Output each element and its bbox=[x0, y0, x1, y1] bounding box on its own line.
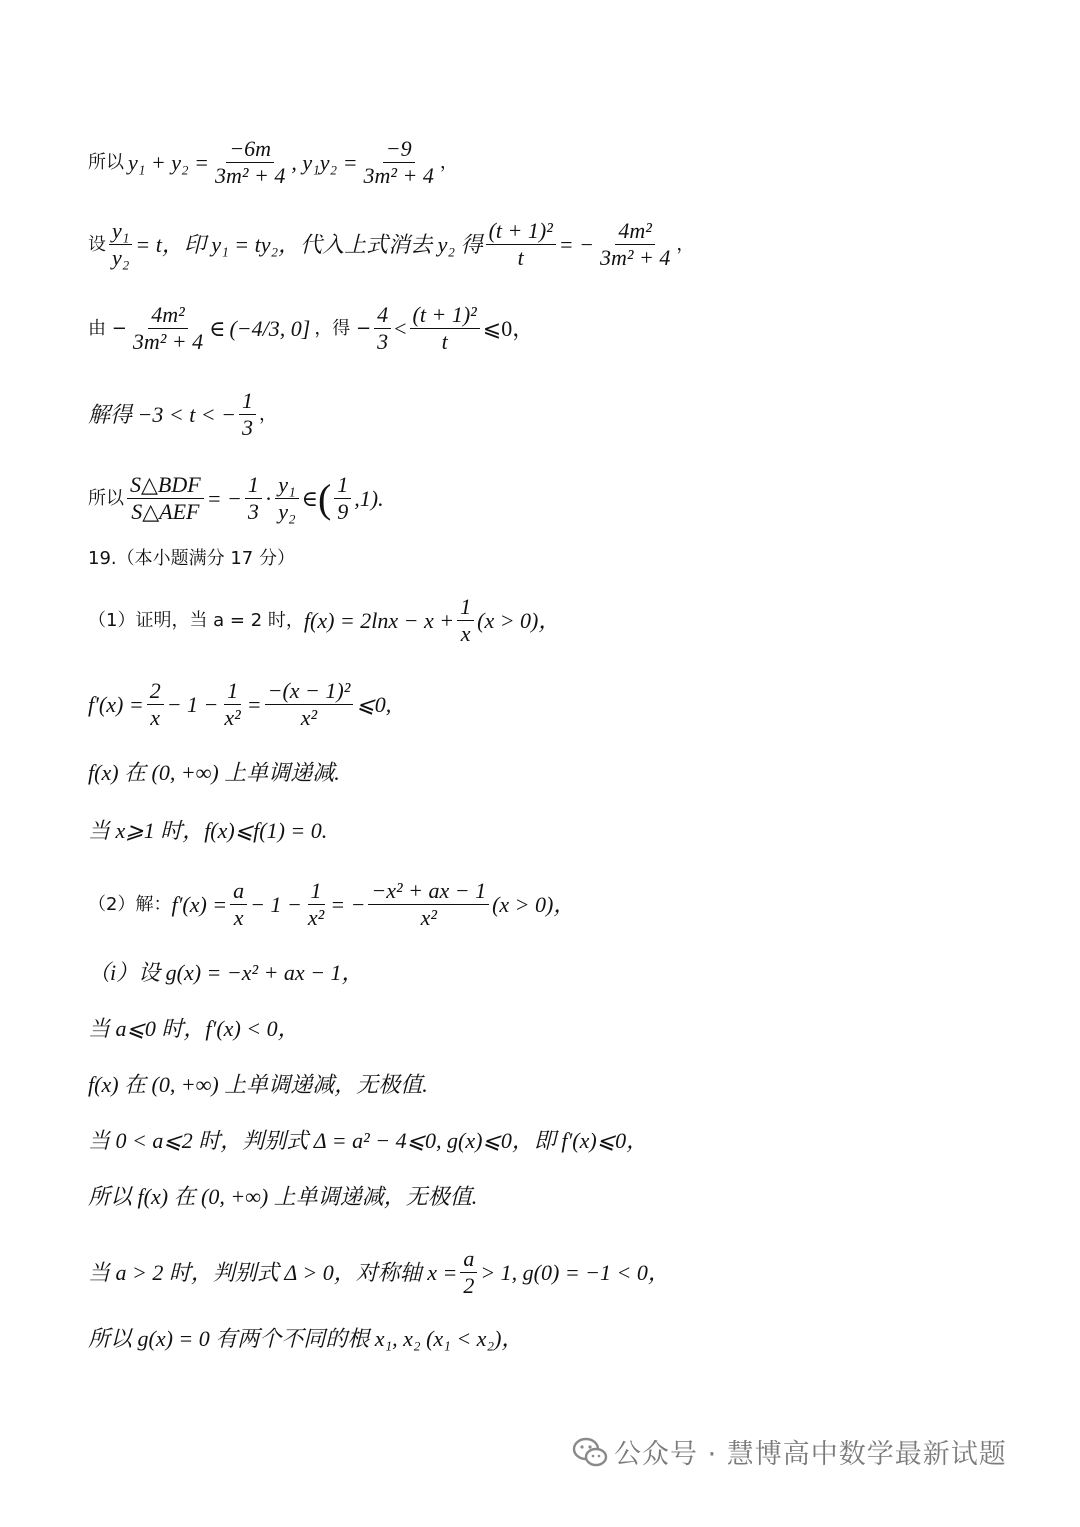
solution-line-2: 设 $\frac{\text{y₁}}{\text{y₂}}$ = t，印 y₁ = ty₂，代入上式消去 y₂ 得 $\frac{\text{(t + 1)²}}{t}$ = − $\frac{\text{4m²}}{\text{3m² + 4}}$ ， bbox=[88, 218, 695, 270]
fraction: $\frac{4}{3}$ bbox=[374, 304, 391, 353]
fraction: $\frac{1}{9}$ bbox=[334, 474, 351, 523]
solution-line-14: f(x) 在 (0, +∞) 上单调递减，无极值. bbox=[88, 1072, 428, 1097]
fraction: $\frac{\text{(t + 1)²}}{t}$ bbox=[410, 304, 480, 353]
solution-line-15: 当 0 < a⩽2 时，判别式 Δ = a² − 4⩽0, g(x)⩽0，即 f′(x)⩽0， bbox=[88, 1128, 649, 1153]
fraction: $\frac{-9}{\text{3m² + 4}}$ bbox=[363, 136, 434, 188]
solution-line-8: f′(x) = $\frac{2}{x}$ − 1 − $\frac{1}{\text{x²}}$ = $\frac{\text{−(x − 1)²}}{\text{x²}}$ ⩽0, bbox=[88, 678, 392, 730]
fraction: $\frac{a}{2}$ bbox=[460, 1248, 477, 1297]
solution-line-12: （i）设 g(x) = −x² + ax − 1， bbox=[88, 960, 364, 985]
problem-19-header: 19.（本小题满分 17 分） bbox=[88, 548, 295, 569]
watermark bbox=[572, 1432, 1007, 1471]
solution-line-1: 所以 y₁ + y₂ = $\frac{-6m}{\text{3m² + 4}}$ , y₁y₂ = $\frac{-9}{\text{3m² + 4}}$ ， bbox=[88, 136, 458, 188]
fraction: $\frac{1}{3}$ bbox=[245, 474, 262, 523]
fraction: $\frac{1}{\text{x²}}$ bbox=[224, 678, 241, 730]
watermark-text: 公众号 · 慧博高中数学最新试题 bbox=[614, 1439, 1007, 1470]
fraction: $\frac{\text{y₁}}{\text{y₂}}$ bbox=[109, 220, 132, 269]
solution-line-7: （1）证明，当 a = 2 时， f(x) = 2lnx − x + $\frac{1}{x}$ (x > 0)， bbox=[88, 594, 561, 646]
fraction: $\frac{\text{4m²}}{\text{3m² + 4}}$ bbox=[132, 302, 204, 354]
fraction: $\frac{a}{x}$ bbox=[230, 880, 247, 929]
wechat-icon bbox=[572, 1436, 608, 1468]
left-paren: ( bbox=[317, 475, 332, 521]
solution-line-9: f(x) 在 (0, +∞) 上单调递减. bbox=[88, 760, 340, 785]
solution-line-10: 当 x⩾1 时，f(x)⩽f(1) = 0. bbox=[88, 818, 328, 843]
fraction: $\frac{1}{\text{x²}}$ bbox=[307, 878, 325, 930]
solution-line-17: 当 a > 2 时，判别式 Δ > 0，对称轴 x = $\frac{a}{2}$ > 1, g(0) = −1 < 0， bbox=[88, 1246, 670, 1298]
fraction: $\frac{\text{y₁}}{\text{y₂}}$ bbox=[275, 474, 298, 523]
fraction: $\frac{\text{S△BDF}}{\text{S△AEF}}$ bbox=[127, 474, 204, 523]
solution-line-16: 所以 f(x) 在 (0, +∞) 上单调递减，无极值. bbox=[88, 1184, 478, 1209]
solution-line-5: 所以 $\frac{\text{S△BDF}}{\text{S△AEF}}$ = − $\frac{1}{3}$ · $\frac{\text{y₁}}{\text{y₂}}$ ∈ ( $\frac{1}{9}$ ,1). bbox=[88, 472, 384, 524]
solution-line-13: 当 a⩽0 时，f′(x) < 0， bbox=[88, 1016, 300, 1041]
fraction: $\frac{1}{x}$ bbox=[457, 596, 474, 645]
fraction: $\frac{\text{−x² + ax − 1}}{\text{x²}}$ bbox=[368, 880, 489, 929]
solution-line-4: 解得 −3 < t < − $\frac{1}{3}$ ， bbox=[88, 388, 277, 440]
fraction: $\frac{-6m}{\text{3m² + 4}}$ bbox=[215, 136, 286, 188]
fraction: $\frac{\text{−(x − 1)²}}{\text{x²}}$ bbox=[265, 680, 354, 729]
fraction: $\frac{\text{4m²}}{\text{3m² + 4}}$ bbox=[600, 218, 671, 270]
solution-line-11: （2）解： f′(x) = $\frac{a}{x}$ − 1 − $\frac{1}{\text{x²}}$ = − $\frac{\text{−x² + ax − 1}}{\text{x²}}$ (x > 0)， bbox=[88, 878, 576, 930]
solution-line-3: 由 − $\frac{\text{4m²}}{\text{3m² + 4}}$ ∈ (−4/3, 0] ，得 − $\frac{4}{3}$ < $\frac{\text{(t + 1)²}}{t}$ ⩽0， bbox=[88, 302, 535, 354]
fraction: $\frac{2}{x}$ bbox=[147, 680, 164, 729]
fraction: $\frac{\text{(t + 1)²}}{t}$ bbox=[486, 220, 556, 269]
fraction: $\frac{1}{3}$ bbox=[239, 390, 256, 439]
solution-line-18: 所以 g(x) = 0 有两个不同的根 x₁, x₂ (x₁ < x₂)， bbox=[88, 1326, 524, 1351]
